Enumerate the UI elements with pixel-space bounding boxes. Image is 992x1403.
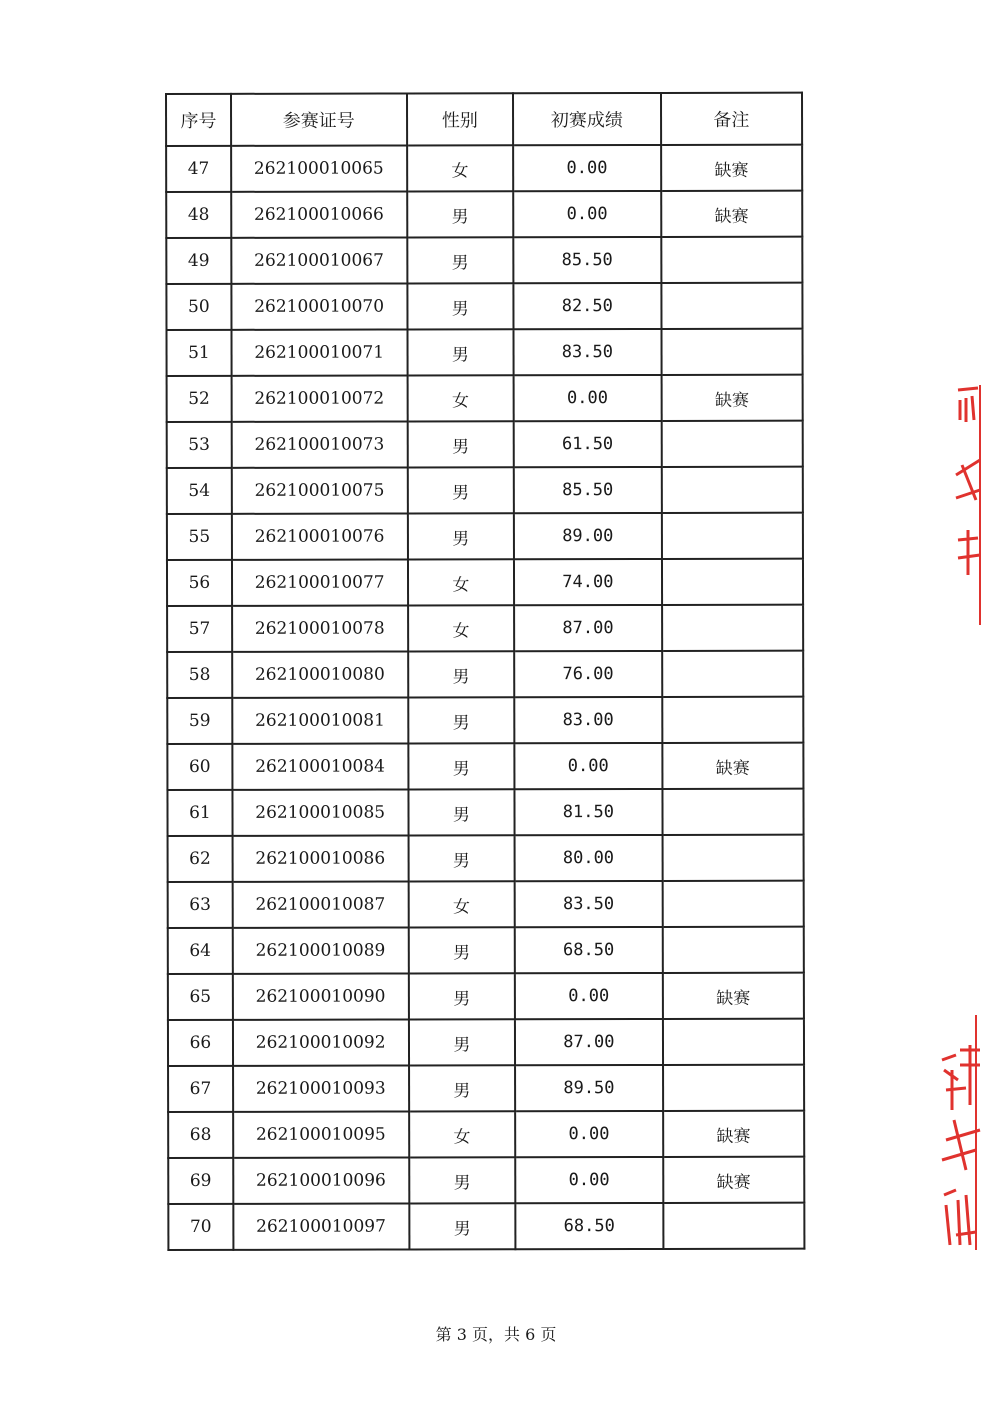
cell-remark (663, 1019, 805, 1065)
cell-gender: 女 (408, 559, 515, 605)
cell-score: 0.00 (515, 1157, 663, 1203)
cell-score: 85.50 (513, 237, 661, 283)
cell-index: 60 (167, 744, 232, 790)
cell-index: 47 (166, 146, 231, 192)
cell-score: 68.50 (515, 1203, 663, 1249)
cell-score: 87.00 (515, 1019, 663, 1065)
cell-remark: 缺赛 (661, 191, 803, 237)
cell-score: 87.00 (514, 605, 662, 651)
cell-score: 68.50 (515, 927, 663, 973)
cell-contestant-id: 262100010073 (231, 421, 407, 467)
header-gender: 性别 (407, 93, 514, 145)
cell-contestant-id: 262100010093 (233, 1065, 409, 1111)
cell-contestant-id: 262100010086 (232, 835, 408, 881)
cell-index: 59 (167, 698, 232, 744)
table-row (167, 697, 803, 744)
cell-remark (662, 697, 804, 743)
cell-index: 64 (168, 928, 233, 974)
cell-gender: 男 (408, 651, 515, 697)
table-row (168, 835, 804, 882)
cell-gender: 男 (407, 191, 514, 237)
table-row (168, 1019, 804, 1066)
cell-gender: 男 (407, 513, 514, 559)
cell-gender: 男 (409, 1065, 516, 1111)
cell-index: 63 (168, 882, 233, 928)
table-row (167, 651, 803, 698)
cell-index: 55 (167, 514, 232, 560)
cell-contestant-id: 262100010067 (231, 237, 407, 283)
cell-gender: 男 (408, 1019, 515, 1065)
cell-score: 80.00 (515, 835, 663, 881)
cell-gender: 女 (408, 605, 515, 651)
cell-contestant-id: 262100010076 (232, 513, 408, 559)
table-row (166, 329, 802, 376)
seal-stamp-fragment-top (952, 380, 984, 630)
cell-contestant-id: 262100010077 (232, 559, 408, 605)
cell-remark (661, 467, 803, 513)
cell-remark: 缺赛 (661, 145, 803, 191)
cell-index: 70 (168, 1204, 233, 1250)
cell-gender: 男 (407, 421, 514, 467)
cell-contestant-id: 262100010092 (233, 1019, 409, 1065)
cell-score: 83.00 (514, 697, 662, 743)
cell-contestant-id: 262100010097 (233, 1203, 409, 1249)
cell-remark: 缺赛 (662, 743, 804, 789)
cell-index: 67 (168, 1066, 233, 1112)
table-row (168, 881, 804, 928)
cell-score: 76.00 (514, 651, 662, 697)
table-row (168, 1203, 804, 1250)
cell-gender: 女 (409, 1111, 516, 1157)
cell-remark (662, 789, 804, 835)
header-index: 序号 (166, 94, 231, 146)
cell-gender: 女 (407, 145, 514, 191)
cell-gender: 女 (408, 881, 515, 927)
cell-score: 74.00 (514, 559, 662, 605)
cell-score: 0.00 (515, 1111, 663, 1157)
table-body (166, 145, 804, 1250)
cell-remark (662, 927, 804, 973)
cell-remark: 缺赛 (663, 1111, 805, 1157)
cell-score: 82.50 (513, 283, 661, 329)
cell-score: 89.50 (515, 1065, 663, 1111)
cell-score: 0.00 (514, 375, 662, 421)
cell-remark (661, 283, 803, 329)
cell-index: 56 (167, 560, 232, 606)
results-table (165, 92, 805, 1251)
cell-score: 83.50 (515, 881, 663, 927)
cell-index: 48 (166, 192, 231, 238)
cell-remark (661, 513, 803, 559)
cell-remark (663, 1065, 805, 1111)
cell-remark (661, 421, 803, 467)
cell-remark (663, 1203, 805, 1249)
cell-contestant-id: 262100010078 (232, 605, 408, 651)
cell-contestant-id: 262100010095 (233, 1111, 409, 1157)
cell-gender: 男 (408, 743, 515, 789)
cell-index: 58 (167, 652, 232, 698)
cell-index: 61 (167, 790, 232, 836)
cell-index: 52 (167, 376, 232, 422)
table-row (167, 513, 803, 560)
cell-score: 81.50 (515, 789, 663, 835)
cell-contestant-id: 262100010090 (233, 973, 409, 1019)
cell-index: 62 (168, 836, 233, 882)
table-row (168, 927, 804, 974)
cell-index: 53 (167, 422, 232, 468)
cell-gender: 男 (407, 467, 514, 513)
header-contestant-id: 参赛证号 (231, 93, 407, 145)
table-row (166, 237, 802, 284)
cell-contestant-id: 262100010084 (232, 743, 408, 789)
cell-gender: 男 (408, 789, 515, 835)
cell-remark (662, 651, 804, 697)
page-number: 第 3 页，共 6 页 (435, 1325, 557, 1344)
cell-gender: 男 (409, 1203, 516, 1249)
cell-index: 49 (166, 238, 231, 284)
cell-contestant-id: 262100010087 (232, 881, 408, 927)
table-row (168, 1065, 804, 1112)
cell-gender: 男 (407, 283, 514, 329)
table-row (168, 973, 804, 1020)
header-remarks: 备注 (661, 93, 803, 145)
header-preliminary-score: 初赛成绩 (513, 93, 661, 145)
cell-gender: 男 (408, 927, 515, 973)
cell-contestant-id: 262100010071 (231, 329, 407, 375)
cell-gender: 男 (408, 973, 515, 1019)
table-row (167, 421, 803, 468)
cell-remark (661, 329, 803, 375)
table-row (167, 467, 803, 514)
cell-gender: 男 (407, 329, 514, 375)
table-row (166, 191, 802, 238)
cell-index: 51 (166, 330, 231, 376)
cell-index: 69 (168, 1158, 233, 1204)
table-header-row (166, 93, 802, 146)
cell-remark: 缺赛 (662, 973, 804, 1019)
cell-remark (662, 835, 804, 881)
cell-score: 85.50 (514, 467, 662, 513)
cell-contestant-id: 262100010080 (232, 651, 408, 697)
cell-remark (662, 881, 804, 927)
table-row (166, 283, 802, 330)
cell-remark (662, 605, 804, 651)
cell-index: 50 (166, 284, 231, 330)
table-row (168, 1157, 804, 1204)
cell-contestant-id: 262100010085 (232, 789, 408, 835)
cell-contestant-id: 262100010075 (232, 467, 408, 513)
cell-score: 83.50 (514, 329, 662, 375)
table-row (167, 789, 803, 836)
cell-index: 57 (167, 606, 232, 652)
cell-gender: 男 (407, 237, 514, 283)
table-row (167, 559, 803, 606)
cell-index: 66 (168, 1020, 233, 1066)
cell-contestant-id: 262100010072 (231, 375, 407, 421)
cell-score: 0.00 (515, 973, 663, 1019)
cell-gender: 女 (407, 375, 514, 421)
cell-remark (662, 559, 804, 605)
cell-remark (661, 237, 803, 283)
cell-gender: 男 (408, 697, 515, 743)
cell-contestant-id: 262100010065 (231, 145, 407, 191)
cell-contestant-id: 262100010066 (231, 191, 407, 237)
cell-gender: 男 (409, 1157, 516, 1203)
cell-contestant-id: 262100010089 (233, 927, 409, 973)
cell-index: 68 (168, 1112, 233, 1158)
cell-score: 89.00 (514, 513, 662, 559)
cell-score: 0.00 (513, 191, 661, 237)
table-row (167, 743, 803, 790)
cell-index: 65 (168, 974, 233, 1020)
cell-contestant-id: 262100010081 (232, 697, 408, 743)
table-row (167, 605, 803, 652)
cell-remark: 缺赛 (663, 1157, 805, 1203)
cell-score: 0.00 (514, 743, 662, 789)
cell-score: 0.00 (513, 145, 661, 191)
cell-score: 61.50 (514, 421, 662, 467)
table-row (167, 375, 803, 422)
table-row (166, 145, 802, 192)
cell-contestant-id: 262100010070 (231, 283, 407, 329)
cell-index: 54 (167, 468, 232, 514)
cell-contestant-id: 262100010096 (233, 1157, 409, 1203)
table-row (168, 1111, 804, 1158)
cell-remark: 缺赛 (661, 375, 803, 421)
seal-stamp-fragment-bottom (936, 1010, 984, 1255)
cell-gender: 男 (408, 835, 515, 881)
